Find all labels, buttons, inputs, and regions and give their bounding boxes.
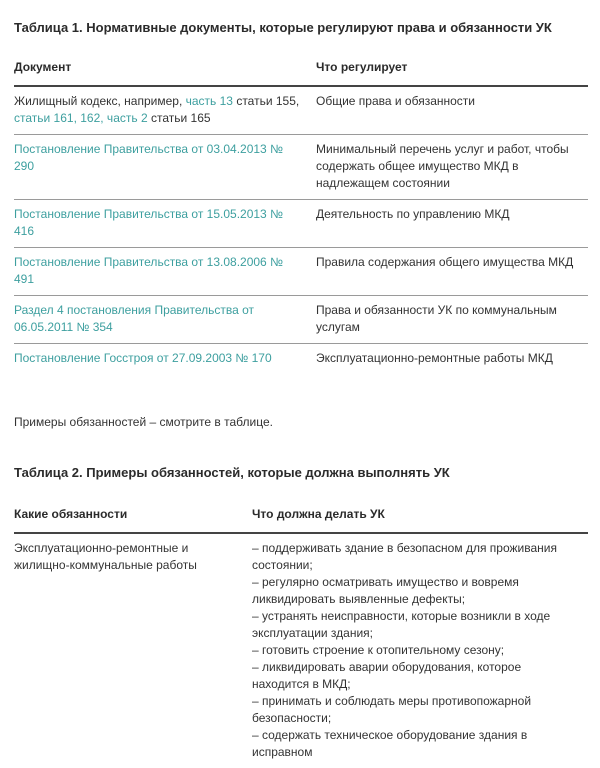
document-link[interactable]: статьи 161, 162, часть 2 xyxy=(14,111,148,125)
duty-action-line: – устранять неисправности, которые возникли в ходе эксплуатации здания; xyxy=(252,609,551,640)
table2-head xyxy=(14,507,588,533)
table1 xyxy=(14,60,588,374)
document-link[interactable]: Постановление Правительства от 15.05.2013 № 416 xyxy=(14,207,283,238)
actions-cell xyxy=(252,533,588,768)
table-row xyxy=(14,296,588,344)
document-link[interactable]: Раздел 4 постановления Правительства от 06.05.2011 № 354 xyxy=(14,303,255,334)
table1-title: Таблица 1. Нормативные документы, которые регулируют права и обязанности УК xyxy=(14,20,552,35)
table2 xyxy=(14,507,588,768)
duty-action-line: – ликвидировать аварии оборудования, которое находится в МКД; xyxy=(252,660,522,691)
document-cell xyxy=(14,248,316,296)
table2-header-duties: Какие обязанности xyxy=(14,507,252,533)
table-row xyxy=(14,248,588,296)
document-link[interactable]: Постановление Госстроя от 27.09.2003 № 170 xyxy=(14,351,272,365)
document-link[interactable]: часть 13 xyxy=(185,94,233,108)
table2-body xyxy=(14,533,588,768)
document-text: Жилищный кодекс, например, xyxy=(14,94,186,108)
table2-header-actions: Что должна делать УК xyxy=(252,507,588,533)
regulates-cell: Деятельность по управлению МКД xyxy=(316,200,588,248)
document-cell xyxy=(14,344,316,375)
duty-action-line: – поддерживать здание в безопасном для проживания состоянии; xyxy=(252,541,557,572)
document-link[interactable]: Постановление Правительства от 03.04.2013 № 290 xyxy=(14,142,283,173)
table1-head xyxy=(14,60,588,86)
document-cell xyxy=(14,296,316,344)
document-cell xyxy=(14,200,316,248)
duty-cell: Эксплуатационно-ремонтные и жилищно-коммунальные работы xyxy=(14,541,197,572)
table-row xyxy=(14,135,588,200)
intro-paragraph: Примеры обязанностей – смотрите в таблице. xyxy=(14,415,273,429)
table2-header-row xyxy=(14,507,588,533)
table-row xyxy=(14,344,588,375)
regulates-cell: Правила содержания общего имущества МКД xyxy=(316,248,588,296)
table-row xyxy=(14,200,588,248)
table-row xyxy=(14,533,588,768)
duty-action-line: – готовить строение к отопительному сезону; xyxy=(252,643,505,657)
document-cell xyxy=(14,135,316,200)
document-text: статьи 165 xyxy=(147,111,211,125)
duty-action-line: – содержать техническое оборудование здания в исправном xyxy=(252,728,528,759)
regulates-cell: Эксплуатационно-ремонтные работы МКД xyxy=(316,351,553,365)
table-row xyxy=(14,86,588,135)
document-cell xyxy=(14,86,316,135)
document-link[interactable]: Постановление Правительства от 13.08.2006 № 491 xyxy=(14,255,283,286)
table2-title: Таблица 2. Примеры обязанностей, которые должна выполнять УК xyxy=(14,465,450,480)
table1-body xyxy=(14,86,588,374)
document-text: статьи 155, xyxy=(232,94,300,108)
duty-action-line: – регулярно осматривать имущество и вовремя ликвидировать выявленные дефекты; xyxy=(252,575,519,606)
table1-header-regulates: Что регулирует xyxy=(316,60,588,86)
table1-header-document: Документ xyxy=(14,60,316,86)
regulates-cell: Права и обязанности УК по коммунальным услугам xyxy=(316,296,588,344)
duty-action-line: – принимать и соблюдать меры противопожарной безопасности; xyxy=(252,694,532,725)
table1-header-row xyxy=(14,60,588,86)
regulates-cell: Минимальный перечень услуг и работ, чтобы содержать общее имущество МКД в надлежащем состоянии xyxy=(316,135,588,200)
regulates-cell: Общие права и обязанности xyxy=(316,86,588,135)
